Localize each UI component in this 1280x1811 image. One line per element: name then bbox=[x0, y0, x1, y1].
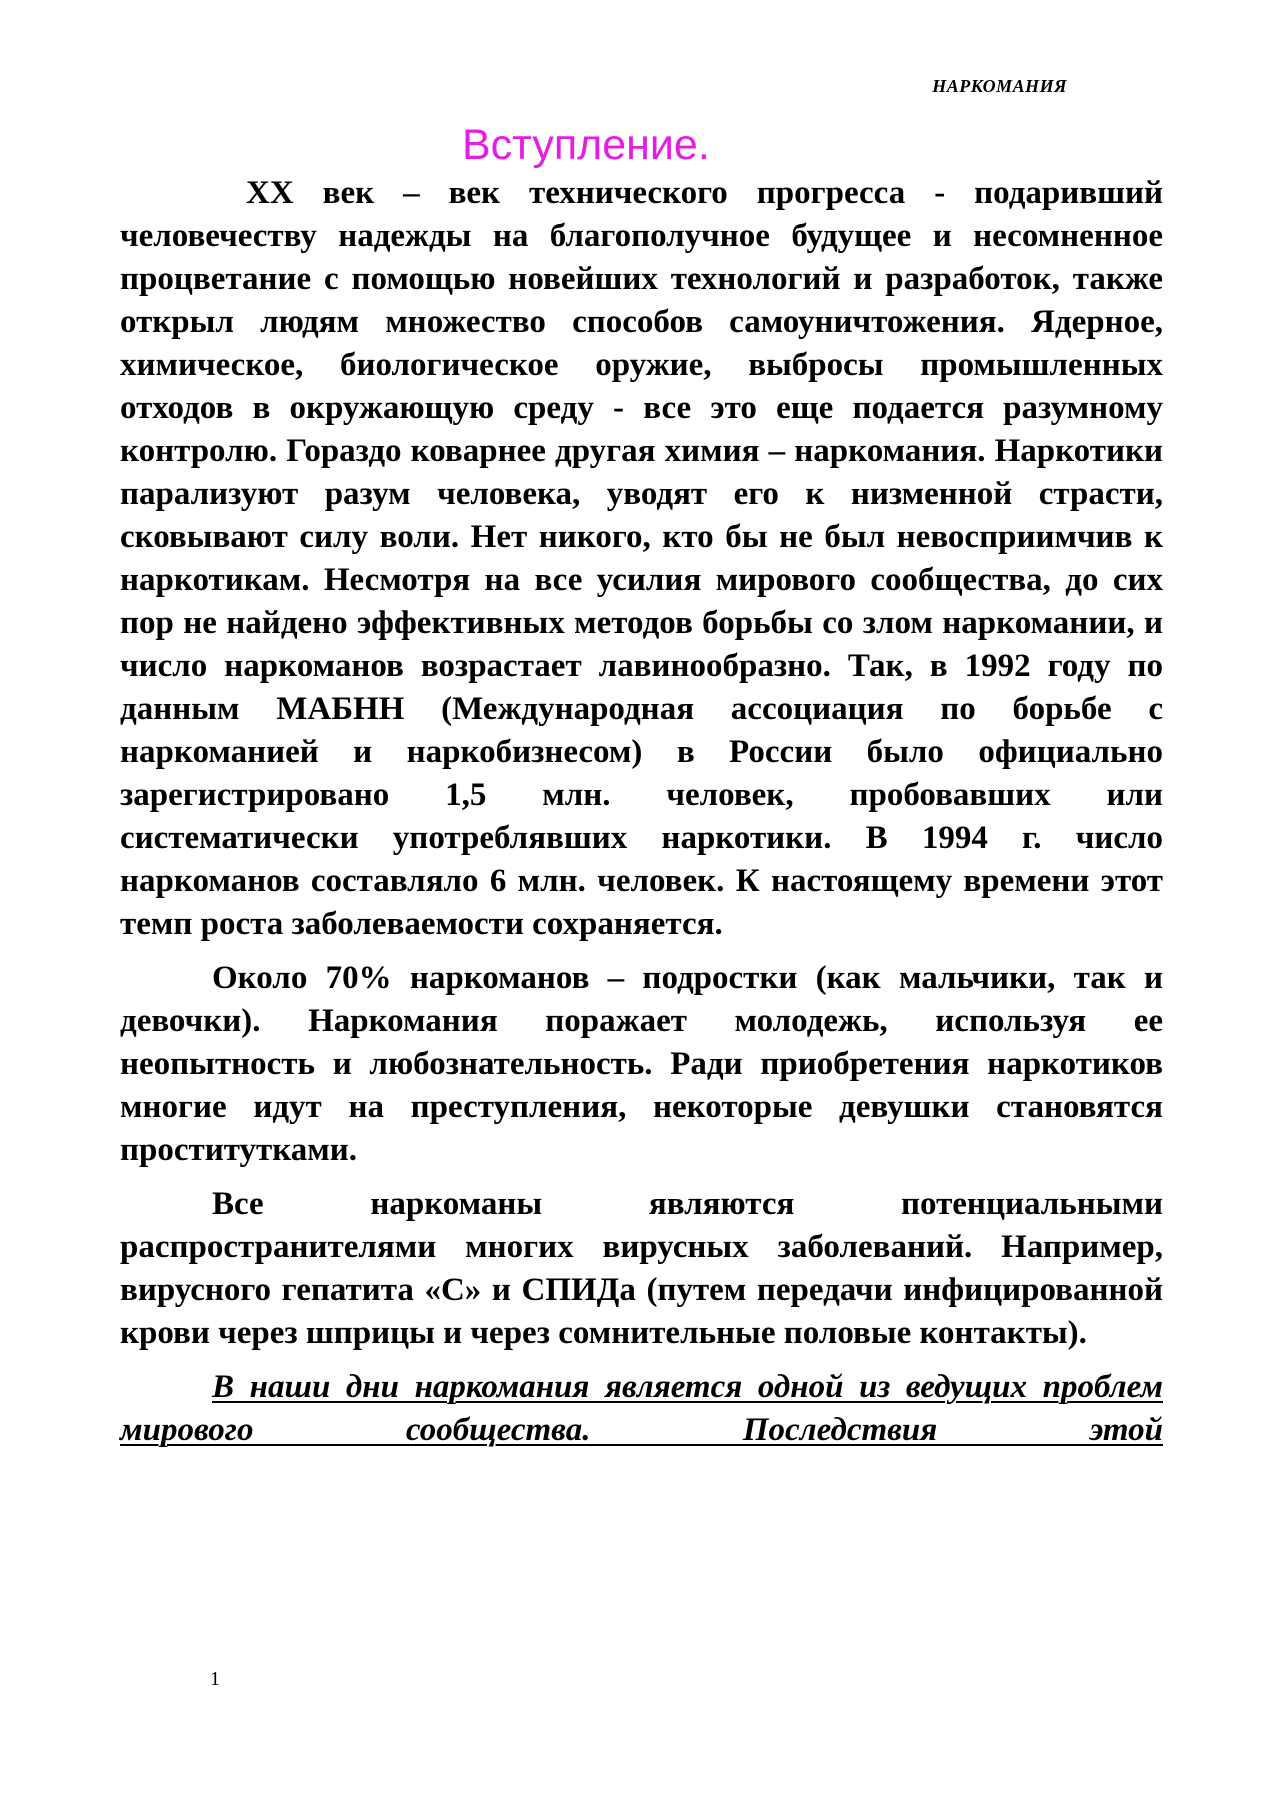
page-number: 1 bbox=[210, 1668, 220, 1690]
body-text bbox=[120, 172, 1163, 1463]
paragraph-1: XX век – век технического прогресса - подаривший человечеству надежды на благополучное будущее и несомненное процветание с помощью новейших технологий и разработок, также открыл людям множество способов самоуничтожения. Ядерное, химическое, биологическое оружие, выбросы промышленных отходов в окружающую среду - все это еще подается разумному контролю. Гораздо коварнее другая химия – наркомания. Наркотики парализуют разум человека, уводят его к низменной страсти, сковывают силу воли. Нет никого, кто бы не был невосприимчив к наркотикам. Несмотря на все усилия мирового сообщества, до сих пор не найдено эффективных методов борьбы со злом наркомании, и число наркоманов возрастает лавинообразно. Так, в 1992 году по данным МАБНН (Международная ассоциация по борьбе с наркоманией и наркобизнесом) в России было официально зарегистрировано 1,5 млн. человек, пробовавших или систематически употреблявших наркотики. В 1994 г. число наркоманов составляло 6 млн. человек. К настоящему времени этот темп роста заболеваемости сохраняется. bbox=[120, 175, 1163, 942]
running-header: НАРКОМАНИЯ bbox=[932, 76, 1067, 96]
paragraph-2: Около 70% наркоманов – подростки (как мальчики, так и девочки). Наркомания поражает молодежь, используя ее неопытность и любознательность. Ради приобретения наркотиков многие идут на преступления, некоторые девушки становятся проститутками. bbox=[120, 960, 1163, 1168]
paragraph-4-emphasis: В наши дни наркомания является одной из ведущих проблем мирового сообщества. Последствия этой bbox=[120, 1369, 1163, 1448]
paragraph-3: Все наркоманы являются потенциальными распространителями многих вирусных заболеваний. Например, вирусного гепатита «С» и СПИДа (путем передачи инфицированной крови через шприцы и через сомнительные половые контакты). bbox=[120, 1186, 1163, 1351]
section-title: Вступление. bbox=[462, 121, 710, 169]
